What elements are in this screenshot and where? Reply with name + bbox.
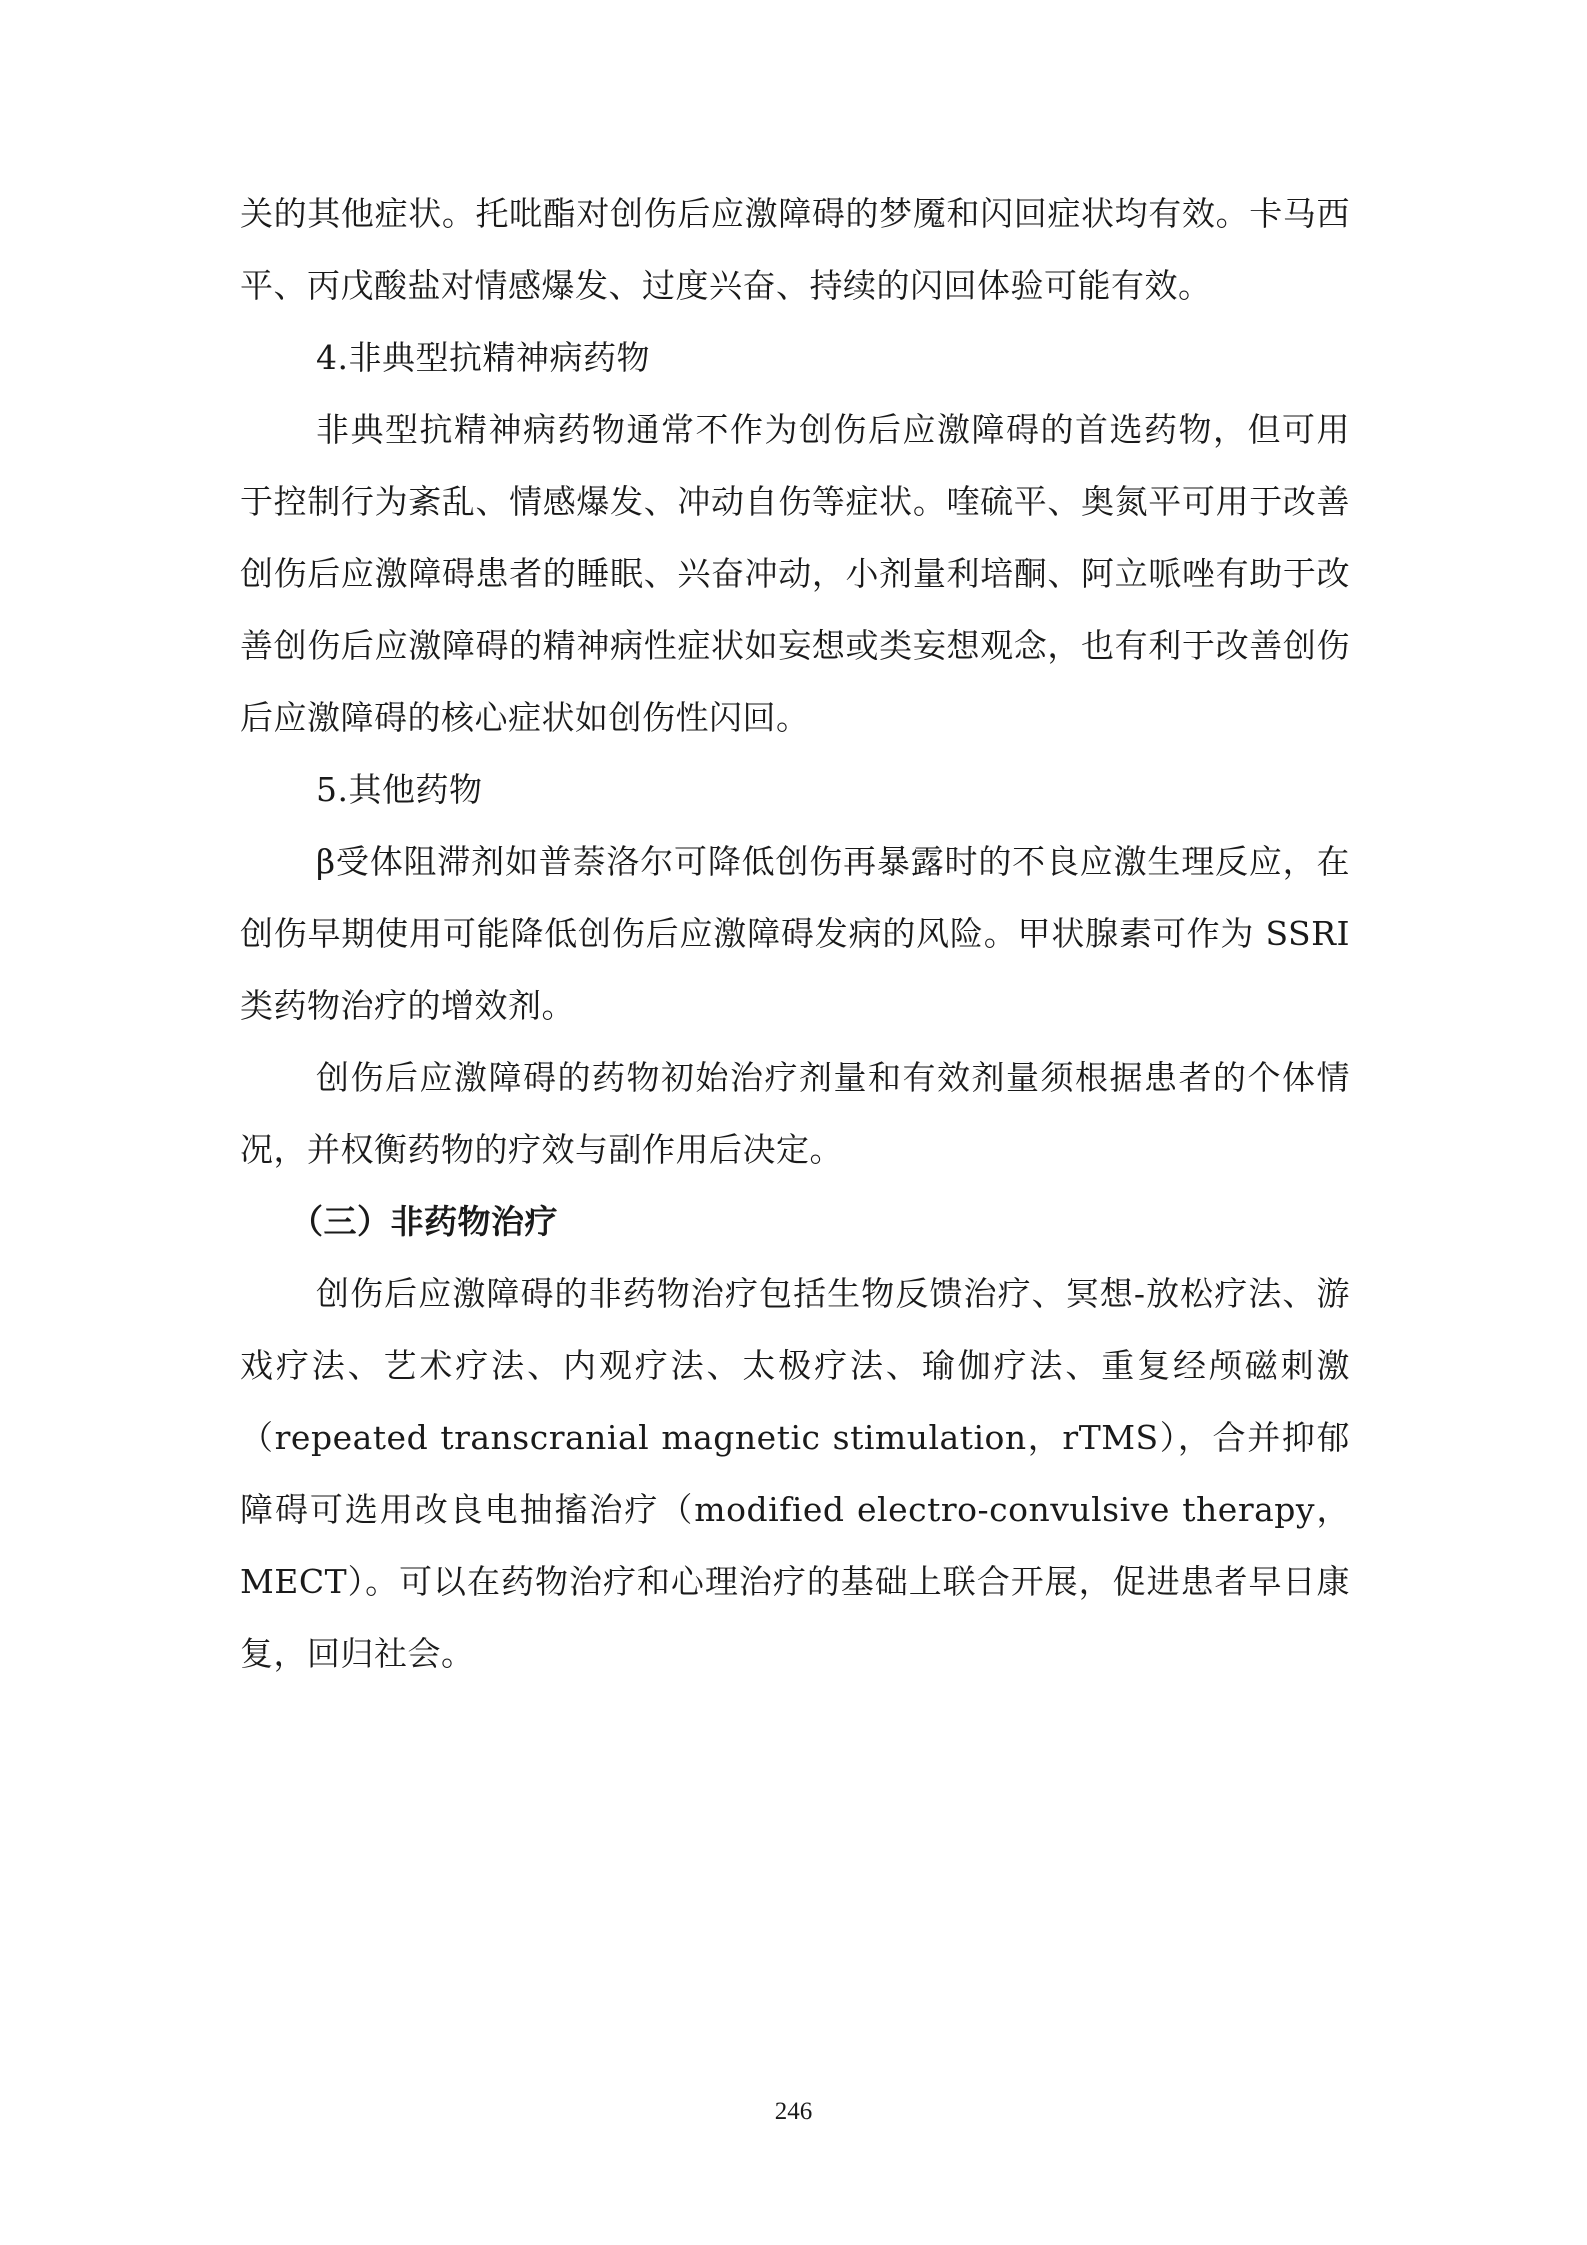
document-body	[240, 178, 1350, 1690]
section-heading-atypical-antipsychotics: 4.非典型抗精神病药物	[316, 338, 650, 377]
section-heading-non-drug-treatment: （三）非药物治疗	[290, 1202, 558, 1241]
paragraph-dosage: 创伤后应激障碍的药物初始治疗剂量和有效剂量须根据患者的个体情况，并权衡药物的疗效与副作用后决定。	[240, 1058, 1350, 1169]
section-heading-other-drugs: 5.其他药物	[316, 770, 483, 809]
paragraph-beta-blockers: β受体阻滞剂如普萘洛尔可降低创伤再暴露时的不良应激生理反应，在创伤早期使用可能降低创伤后应激障碍发病的风险。甲状腺素可作为 SSRI 类药物治疗的增效剂。	[240, 842, 1350, 1025]
paragraph-continued-symptoms: 关的其他症状。托吡酯对创伤后应激障碍的梦魇和闪回症状均有效。卡马西平、丙戊酸盐对情感爆发、过度兴奋、持续的闪回体验可能有效。	[240, 194, 1350, 305]
page-number: 246	[774, 2098, 813, 2125]
paragraph-non-drug-treatment: 创伤后应激障碍的非药物治疗包括生物反馈治疗、冥想-放松疗法、游戏疗法、艺术疗法、内观疗法、太极疗法、瑜伽疗法、重复经颅磁刺激（repeated transcranial magnetic stimulation，rTMS），合并抑郁障碍可选用改良电抽搐治疗（modified electro-convulsive therapy，MECT）。可以在药物治疗和心理治疗的基础上联合开展，促进患者早日康复，回归社会。	[240, 1274, 1350, 1673]
paragraph-atypical-antipsychotics: 非典型抗精神病药物通常不作为创伤后应激障碍的首选药物，但可用于控制行为紊乱、情感爆发、冲动自伤等症状。喹硫平、奥氮平可用于改善创伤后应激障碍患者的睡眠、兴奋冲动，小剂量利培酮、阿立哌唑有助于改善创伤后应激障碍的精神病性症状如妄想或类妄想观念，也有利于改善创伤后应激障碍的核心症状如创伤性闪回。	[240, 410, 1350, 737]
